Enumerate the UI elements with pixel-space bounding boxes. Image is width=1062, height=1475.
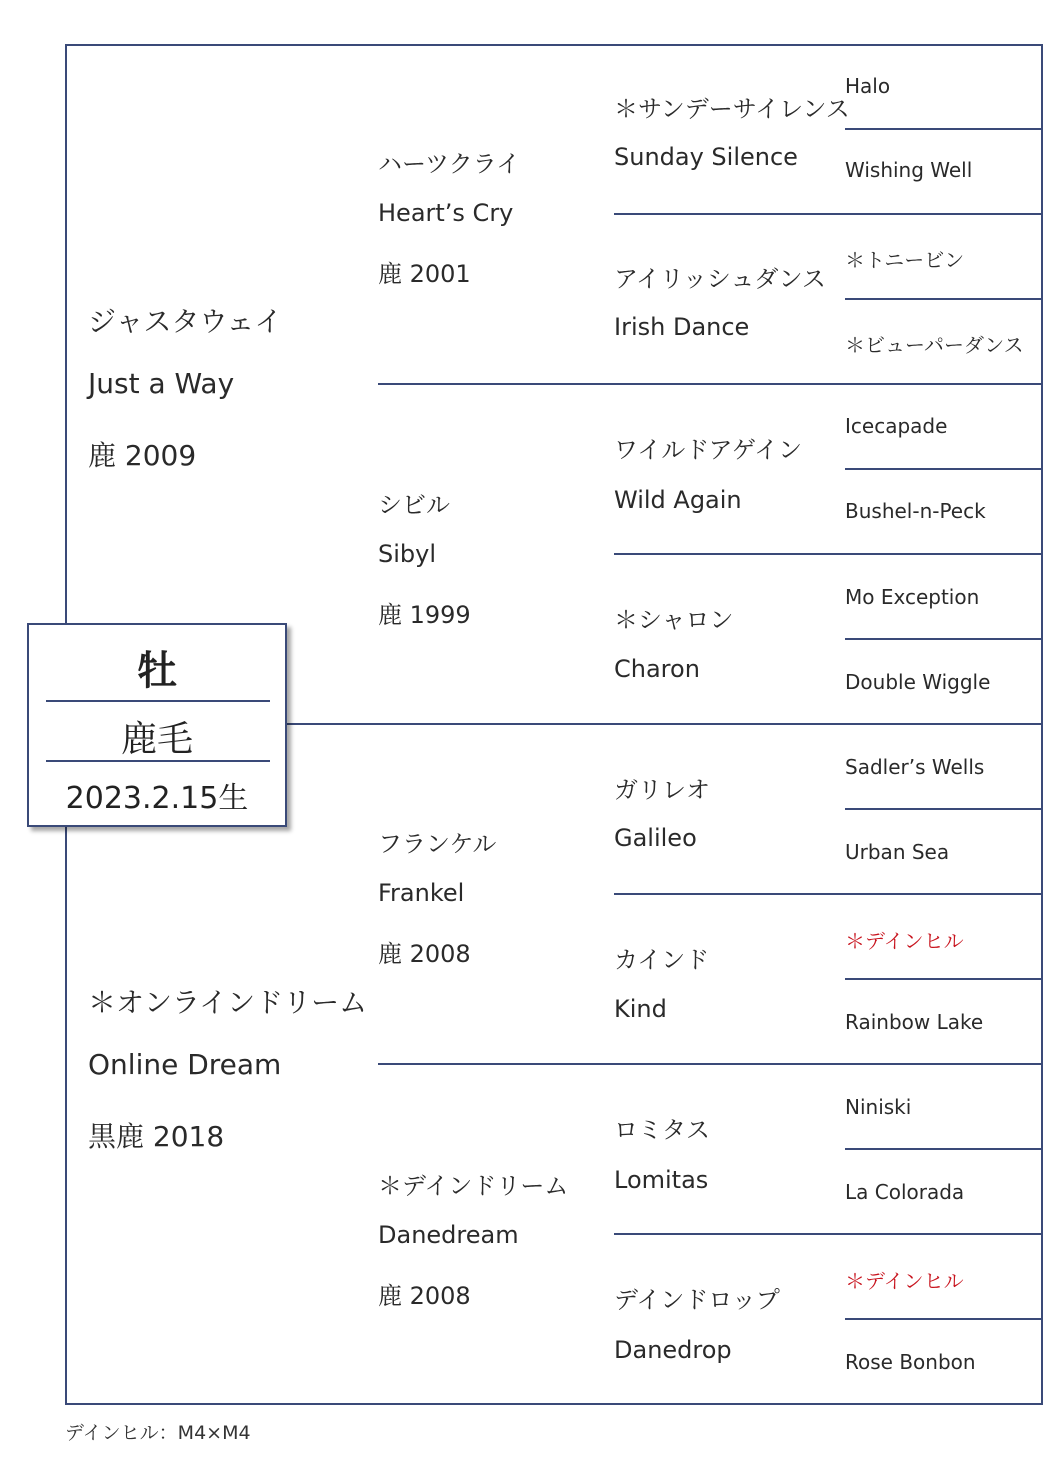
gen2-info: 鹿 2008 [378,1282,471,1310]
gen2-name-en: Heart’s Cry [378,199,514,227]
gen2-name-jp: ＊デインドリーム [378,1172,569,1200]
sire-name-en: Just a Way [88,367,235,400]
dam-name-en: Online Dream [88,1048,282,1081]
subject-separator [46,760,270,762]
gen4-name: Mo Exception [845,585,980,609]
gen2-info: 鹿 2008 [378,940,471,968]
gen3-name-jp: カインド [614,946,710,974]
gen4-name: Sadler’s Wells [845,755,985,779]
divider-sire-dam [287,723,1043,725]
gen3-name-jp: ＊サンデーサイレンス [614,95,850,123]
gen4-name: Icecapade [845,414,948,438]
divider-gen2-a [378,383,1043,385]
gen3-name-en: Charon [614,655,700,683]
divider-gen4 [845,978,1043,980]
divider-gen3 [614,893,1043,895]
gen2-name-jp: フランケル [378,830,497,858]
subject-birth: 2023.2.15生 [65,781,249,816]
gen3-name-jp: ＊シャロン [614,606,734,634]
sire-info: 鹿 2009 [88,439,197,472]
gen3-name-en: Kind [614,995,667,1023]
gen4-name: Rose Bonbon [845,1350,976,1374]
gen4-name-highlight: ＊デインヒル [845,929,964,953]
gen3-name-jp: ワイルドアゲイン [614,436,803,464]
gen2-name-jp: ハーツクライ [378,150,521,178]
gen4-name: La Colorada [845,1180,965,1204]
divider-gen4 [845,298,1043,300]
sire-name-jp: ジャスタウェイ [88,305,283,338]
dam-info: 黒鹿 2018 [88,1120,225,1153]
gen2-name-en: Frankel [378,879,465,907]
divider-gen4 [845,468,1043,470]
gen4-name: Double Wiggle [845,670,991,694]
inbreeding-footnote: デインヒル：M4×M4 [65,1422,251,1444]
divider-gen3 [614,213,1043,215]
subject-sex: 牡 [137,648,177,694]
gen2-info: 鹿 2001 [378,260,471,288]
gen3-name-en: Wild Again [614,486,742,514]
gen3-name-jp: デインドロップ [614,1286,780,1314]
gen3-name-en: Lomitas [614,1166,709,1194]
divider-gen4 [845,1148,1043,1150]
divider-gen4 [845,638,1043,640]
divider-gen3 [614,553,1043,555]
gen4-name: Niniski [845,1095,912,1119]
gen4-name: Wishing Well [845,158,973,182]
gen3-name-en: Galileo [614,824,697,852]
gen3-name-jp: アイリッシュダンス [614,265,826,293]
gen2-info: 鹿 1999 [378,601,471,629]
gen3-name-jp: ガリレオ [614,776,710,804]
divider-gen4 [845,808,1043,810]
gen4-name-highlight: ＊デインヒル [845,1269,964,1293]
dam-name-jp: ＊オンラインドリーム [88,986,368,1019]
gen2-name-en: Danedream [378,1221,519,1249]
divider-gen2-b [378,1063,1043,1065]
divider-gen4 [845,128,1043,130]
gen3-name-en: Danedrop [614,1336,732,1364]
divider-gen4 [845,1318,1043,1320]
gen4-name: Bushel-n-Peck [845,499,986,523]
subject-separator [46,700,270,702]
subject-box [27,623,287,827]
gen2-name-en: Sibyl [378,540,437,568]
gen4-name: ＊トニービン [845,248,965,272]
divider-gen3 [614,1233,1043,1235]
gen3-name-jp: ロミタス [614,1116,710,1144]
gen4-name: ＊ビューパーダンス [845,333,1024,357]
gen4-name: Halo [845,74,891,98]
gen4-name: Urban Sea [845,840,950,864]
gen4-name: Rainbow Lake [845,1010,984,1034]
gen2-name-jp: シビル [378,491,450,519]
gen3-name-en: Irish Dance [614,313,750,341]
gen3-name-en: Sunday Silence [614,143,798,171]
subject-color: 鹿毛 [120,719,193,760]
